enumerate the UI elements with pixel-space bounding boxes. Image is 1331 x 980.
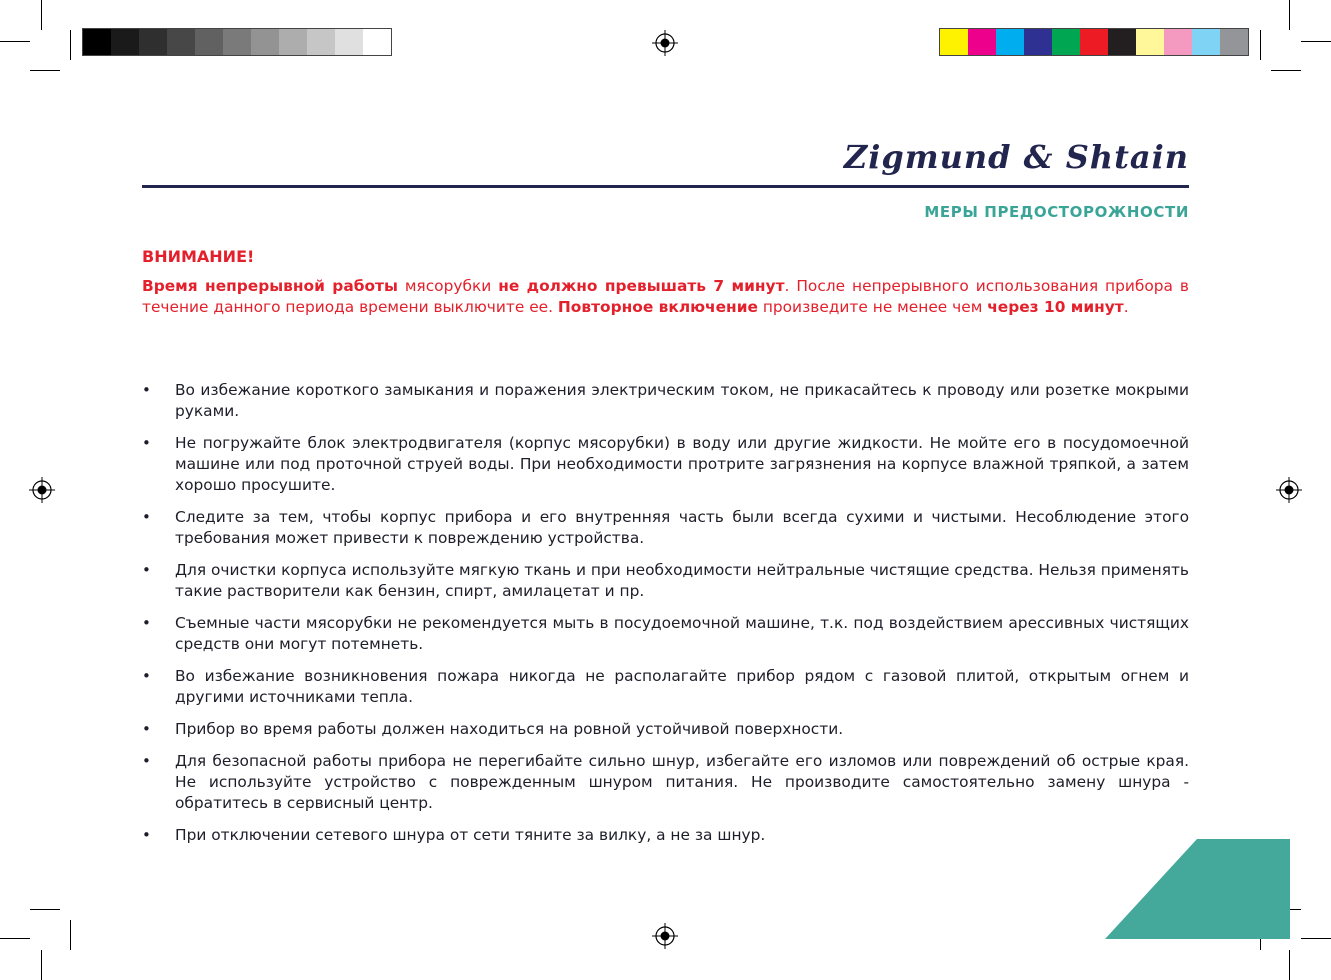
- warning-text-segment: .: [1123, 298, 1129, 316]
- crop-mark: [41, 950, 42, 980]
- corner-decoration: [1105, 839, 1290, 939]
- warning-emphasis: Время непрерывной работы: [142, 277, 398, 295]
- color-swatch: [223, 29, 251, 55]
- warning-paragraph: [142, 276, 1189, 318]
- crop-mark: [1260, 30, 1261, 60]
- bullet-icon: •: [142, 561, 151, 579]
- list-item: [142, 560, 1189, 602]
- color-swatch: [1136, 29, 1164, 55]
- list-item-text: При отключении сетевого шнура от сети тяните за вилку, а не за шнур.: [175, 826, 766, 844]
- color-swatch: [167, 29, 195, 55]
- list-item-text: Для безопасной работы прибора не перегибайте сильно шнур, избегайте его изломов или повреждений об острые края. Не используйте устройство с поврежденным шнуром питания. Не производите самостоятельно замену шнура - обратитесь в сервисный центр.: [175, 752, 1189, 812]
- color-bar: [939, 28, 1249, 56]
- list-item: [142, 380, 1189, 422]
- color-swatch: [279, 29, 307, 55]
- color-swatch: [335, 29, 363, 55]
- list-item-text: Во избежание возникновения пожара никогда не располагайте прибор рядом с газовой плитой, открытым огнем и другими источниками тепла.: [175, 667, 1189, 706]
- bullet-icon: •: [142, 508, 151, 526]
- bullet-icon: •: [142, 667, 151, 685]
- color-swatch: [1192, 29, 1220, 55]
- crop-mark: [0, 41, 30, 42]
- warning-emphasis: не должно превышать 7 минут: [498, 277, 785, 295]
- registration-mark-icon: [652, 923, 678, 949]
- list-item-text: Не погружайте блок электродвигателя (корпус мясорубки) в воду или другие жидкости. Не мойте его в посудомоечной машине или под проточной струей воды. При необходимости протрите загрязнения на корпусе влажной тряпкой, а затем хорошо просушите.: [175, 434, 1189, 494]
- crop-mark: [1301, 938, 1331, 939]
- warning-title: ВНИМАНИЕ!: [142, 247, 255, 266]
- registration-mark-icon: [1276, 477, 1302, 503]
- bullet-icon: •: [142, 381, 151, 399]
- registration-mark-icon: [652, 30, 678, 56]
- crop-mark: [70, 30, 71, 60]
- list-item: [142, 613, 1189, 655]
- warning-text-segment: произведите не менее чем: [757, 298, 988, 316]
- crop-mark: [1289, 950, 1290, 980]
- list-item: [142, 719, 1189, 740]
- color-swatch: [83, 29, 111, 55]
- list-item: [142, 666, 1189, 708]
- warning-emphasis: через 10 минут: [987, 298, 1124, 316]
- color-swatch: [1024, 29, 1052, 55]
- list-item-text: Во избежание короткого замыкания и поражения электрическим током, не прикасайтесь к проводу или розетке мокрыми руками.: [175, 381, 1189, 420]
- list-item-text: Прибор во время работы должен находиться на ровной устойчивой поверхности.: [175, 720, 844, 738]
- crop-mark: [0, 938, 30, 939]
- crop-mark: [1271, 70, 1301, 71]
- color-swatch: [307, 29, 335, 55]
- color-swatch: [111, 29, 139, 55]
- brand-logo: Zigmund & Shtain: [843, 138, 1189, 176]
- color-swatch: [968, 29, 996, 55]
- warning-text-segment: . После непрерывного использования прибора в течение данного периода времени выключите ее.: [142, 277, 1189, 316]
- color-swatch: [363, 29, 391, 55]
- bullet-icon: •: [142, 826, 151, 844]
- grayscale-bar: [82, 28, 392, 56]
- color-swatch: [1052, 29, 1080, 55]
- crop-mark: [1289, 0, 1290, 30]
- registration-mark-icon: [29, 477, 55, 503]
- crop-mark: [1301, 41, 1331, 42]
- bullet-icon: •: [142, 434, 151, 452]
- color-swatch: [1220, 29, 1248, 55]
- warning-text-segment: мясорубки: [397, 277, 499, 295]
- list-item-text: Следите за тем, чтобы корпус прибора и его внутренняя часть были всегда сухими и чистыми. Несоблюдение этого требования может привести к повреждению устройства.: [175, 508, 1189, 547]
- color-swatch: [195, 29, 223, 55]
- list-item: [142, 751, 1189, 814]
- list-item-text: Для очистки корпуса используйте мягкую ткань и при необходимости нейтральные чистящие средства. Нельзя применять такие растворители как бензин, спирт, амилацетат и пр.: [175, 561, 1189, 600]
- warning-emphasis: Повторное включение: [557, 298, 758, 316]
- precautions-list: [142, 380, 1189, 857]
- color-swatch: [139, 29, 167, 55]
- crop-mark: [30, 70, 60, 71]
- list-item: [142, 433, 1189, 496]
- crop-mark: [70, 920, 71, 950]
- color-swatch: [1080, 29, 1108, 55]
- color-swatch: [1108, 29, 1136, 55]
- color-swatch: [940, 29, 968, 55]
- list-item-text: Съемные части мясорубки не рекомендуется мыть в посудоемочной машине, т.к. под воздействием арессивных чистящих средств они могут потемнеть.: [175, 614, 1189, 653]
- list-item: [142, 507, 1189, 549]
- bullet-icon: •: [142, 752, 151, 770]
- color-swatch: [251, 29, 279, 55]
- crop-mark: [41, 0, 42, 30]
- header-divider: [142, 185, 1189, 188]
- color-swatch: [1164, 29, 1192, 55]
- list-item: [142, 825, 1189, 846]
- bullet-icon: •: [142, 614, 151, 632]
- crop-mark: [30, 909, 60, 910]
- bullet-icon: •: [142, 720, 151, 738]
- section-title: МЕРЫ ПРЕДОСТОРОЖНОСТИ: [924, 203, 1189, 221]
- color-swatch: [996, 29, 1024, 55]
